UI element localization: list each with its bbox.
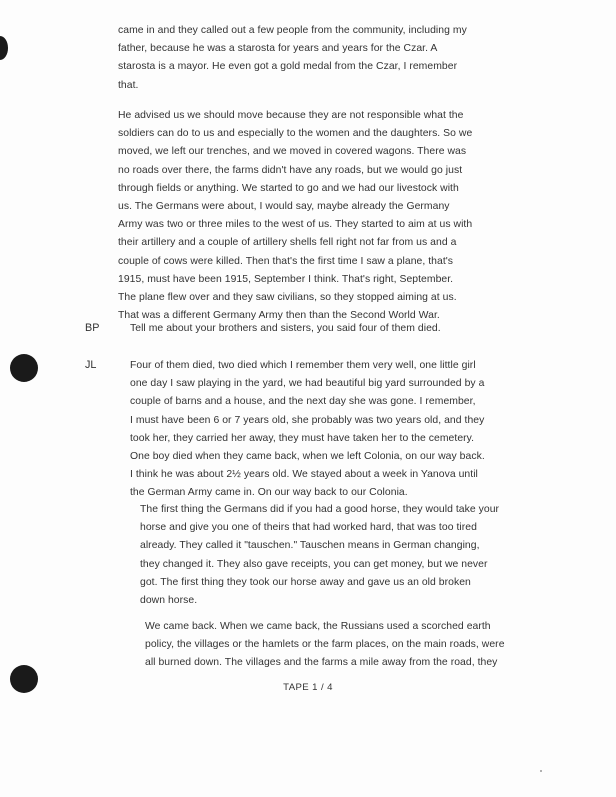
text-line: no roads over there, the farms didn't have any roads, but we would go just (118, 164, 463, 176)
binder-hole-middle (10, 354, 38, 382)
paragraph-came-back (145, 618, 505, 673)
text-line: came in and they called out a few people from the community, including my (118, 25, 467, 36)
text-line: they changed it. They also gave receipts, you can get money, but we never (140, 558, 488, 570)
paragraph-question (130, 320, 441, 338)
text-line: one day I saw playing in the yard, we had beautiful big yard surrounded by a (130, 378, 485, 390)
page-footer-label: TAPE 1 / 4 (283, 682, 333, 693)
text-line: through fields or anything. We started to go and we had our livestock with (118, 182, 459, 194)
text-line: The plane flew over and they saw civilians, so they stopped aiming at us. (118, 292, 457, 304)
paragraph-2 (118, 107, 472, 325)
text-line: already. They called it "tauschen." Tauschen means in German changing, (140, 540, 480, 552)
text-line: That was a different Germany Army then than the Second World War. (118, 310, 440, 322)
paragraph-1 (118, 22, 467, 95)
text-line: 1915, must have been 1915, September I think. That's right, September. (118, 273, 454, 285)
text-line: got. The first thing they took our horse away and gave us an old broken (140, 576, 471, 588)
text-line: He advised us we should move because they are not responsible what the (118, 110, 464, 121)
text-line: couple of barns and a house, and the next day she was gone. I remember, (130, 396, 476, 408)
speaker-label-bp: BP (85, 322, 100, 334)
text-line: policy, the villages or the hamlets or the farm places, on the main roads, were (145, 639, 505, 651)
text-line: horse and give you one of theirs that had worked hard, that was too tired (140, 522, 477, 534)
text-line: the German Army came in. On our way back to our Colonia. (130, 487, 408, 499)
text-line: The first thing the Germans did if you had a good horse, they would take your (140, 504, 500, 515)
binder-hole-edge (0, 36, 8, 60)
scan-speck (540, 770, 542, 772)
text-line: that. (118, 79, 139, 91)
text-line: Tell me about your brothers and sisters, you said four of them died. (130, 323, 441, 334)
text-line: I must have been 6 or 7 years old, she probably was two years old, and they (130, 414, 485, 426)
text-line: Army was two or three miles to the west of us. They started to aim at us with (118, 219, 473, 231)
text-line: starosta is a mayor. He even got a gold medal from the Czar, I remember (118, 61, 458, 73)
paragraph-answer (130, 357, 485, 503)
text-line: down horse. (140, 595, 198, 607)
text-line: moved, we left our trenches, and we moved in covered wagons. There was (118, 146, 467, 158)
text-line: all burned down. The villages and the farms a mile away from the road, they (145, 657, 498, 669)
speaker-label-jl: JL (85, 359, 97, 371)
text-line: We came back. When we came back, the Russians used a scorched earth (145, 621, 491, 632)
text-line: their artillery and a couple of artillery shells fell right not far from us and a (118, 237, 457, 249)
text-line: soldiers can do to us and especially to the women and the daughters. So we (118, 128, 473, 140)
text-line: Four of them died, two died which I remember them very well, one little girl (130, 360, 476, 371)
text-line: took her, they carried her away, they must have taken her to the cemetery. (130, 432, 475, 444)
text-line: father, because he was a starosta for years and years for the Czar. A (118, 43, 438, 55)
text-line: us. The Germans were about, I would say, maybe already the Germany (118, 201, 450, 213)
text-line: couple of cows were killed. Then that's the first time I saw a plane, that's (118, 255, 454, 267)
paragraph-germans (140, 501, 499, 610)
text-line: I think he was about 2½ years old. We stayed about a week in Yanova until (130, 469, 478, 481)
text-line: One boy died when they came back, when we left Colonia, on our way back. (130, 451, 485, 463)
